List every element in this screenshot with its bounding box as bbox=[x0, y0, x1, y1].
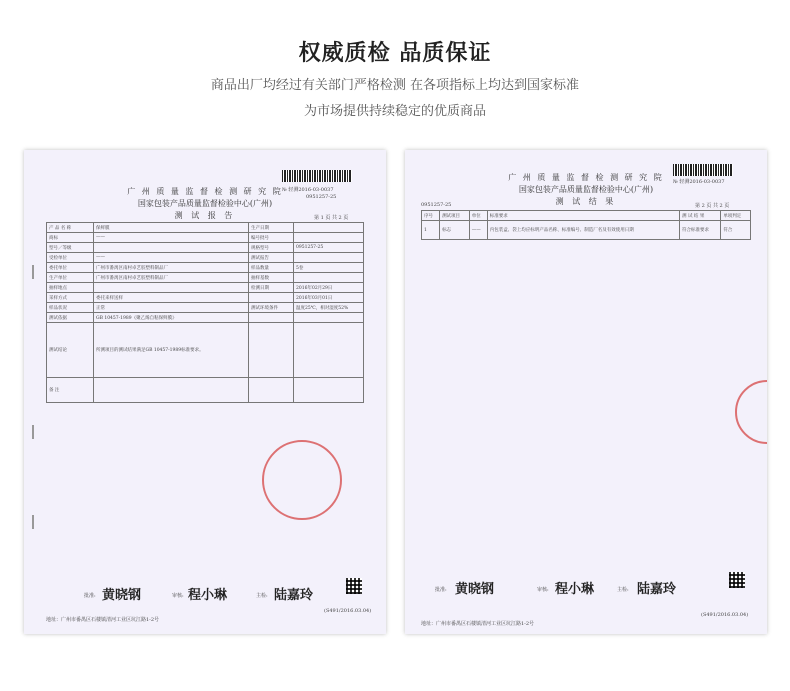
institute-name: 广 州 质 量 监 督 检 测 研 究 院 bbox=[508, 173, 664, 182]
table-cell: 型号／等级 bbox=[47, 243, 94, 253]
table-header-cell: 序号 bbox=[422, 211, 440, 221]
table-cell: 2016年02月29日 bbox=[294, 283, 364, 293]
table-cell: 测试环境条件 bbox=[249, 303, 294, 313]
report-code: 0951257-25 bbox=[306, 194, 337, 200]
table-cell: 正常 bbox=[94, 303, 249, 313]
center-name: 国家包装产品质量监督检验中心(广州) bbox=[137, 199, 273, 208]
table-cell: 保鲜膜 bbox=[94, 223, 249, 233]
table-cell bbox=[249, 378, 294, 403]
center-name: 国家包装产品质量监督检验中心(广州) bbox=[518, 185, 654, 194]
page-number: 第 1 页 共 2 页 bbox=[314, 215, 349, 221]
table-header-cell: 单位 bbox=[469, 211, 487, 221]
table-cell: 样品状况 bbox=[47, 303, 94, 313]
footer-address: 地址：广州市番禺区石楼镇清河工业区坑江路1-2号 bbox=[421, 621, 535, 627]
approver-label: 批准: bbox=[84, 593, 96, 599]
table-row bbox=[47, 378, 364, 403]
page-number: 第 2 页 共 2 页 bbox=[695, 203, 730, 209]
table-row bbox=[47, 313, 364, 323]
report-table bbox=[46, 222, 364, 403]
barcode bbox=[282, 170, 352, 182]
binding-hole bbox=[32, 425, 34, 439]
approver-label: 批准: bbox=[435, 587, 447, 593]
table-row bbox=[422, 221, 751, 240]
inspector-signature: 陆嘉玲 bbox=[274, 588, 314, 603]
reviewer-signature: 程小琳 bbox=[188, 588, 228, 603]
table-cell bbox=[294, 233, 364, 243]
subtitle-line-2: 为市场提供持续稳定的优质商品 bbox=[303, 104, 486, 119]
table-cell: 委托来样送样 bbox=[94, 293, 249, 303]
table-header-cell: 标准要求 bbox=[487, 211, 679, 221]
subtitle-line-1: 商品出厂均经过有关部门严格检测 在各项指标上均达到国家标准 bbox=[210, 78, 580, 93]
table-cell: 广州市番禺区南村卓艺胶塑料制品厂 bbox=[94, 273, 249, 283]
table-cell: —— bbox=[94, 233, 249, 243]
table-cell: —— bbox=[94, 253, 249, 263]
footer-code: (S491/2016.03.04) bbox=[701, 612, 749, 618]
table-cell: 所测项目的测试结果满足GB 10457-1989标准要求。 bbox=[94, 323, 249, 378]
report-code: 0951257-25 bbox=[421, 202, 452, 208]
test-report-document-page-2 bbox=[405, 150, 767, 634]
table-cell: 温度25℃，相对湿度52% bbox=[294, 303, 364, 313]
report-title: 测 试 报 告 bbox=[174, 211, 236, 220]
table-cell: 抽样基数 bbox=[249, 273, 294, 283]
reviewer-signature: 程小琳 bbox=[555, 582, 595, 597]
table-cell bbox=[249, 313, 294, 323]
table-cell: 符合标准要求 bbox=[680, 221, 721, 240]
inspector-label: 主检: bbox=[256, 593, 268, 599]
table-cell: 1 bbox=[422, 221, 440, 240]
red-seal-stamp bbox=[262, 440, 342, 520]
table-cell: 受检单位 bbox=[47, 253, 94, 263]
inspector-label: 主检: bbox=[617, 587, 629, 593]
table-cell: —— bbox=[469, 221, 487, 240]
table-header-cell: 测试项目 bbox=[440, 211, 470, 221]
table-row bbox=[47, 253, 364, 263]
table-header-cell: 测 试 结 果 bbox=[680, 211, 721, 221]
approver-signature: 黄晓钢 bbox=[102, 588, 142, 603]
table-cell: 规格型号 bbox=[249, 243, 294, 253]
table-row bbox=[47, 233, 364, 243]
institute-name: 广 州 质 量 监 督 检 测 研 究 院 bbox=[127, 187, 283, 196]
table-cell: 生产日期 bbox=[249, 223, 294, 233]
table-cell bbox=[249, 323, 294, 378]
table-cell: 测试依据 bbox=[47, 313, 94, 323]
binding-hole bbox=[32, 265, 34, 279]
table-cell: 商标 bbox=[47, 233, 94, 243]
table-row bbox=[47, 273, 364, 283]
table-row bbox=[47, 303, 364, 313]
test-report-document-page-1 bbox=[24, 150, 386, 634]
report-title: 测 试 结 果 bbox=[555, 197, 617, 206]
table-cell: GB 10457-1989《聚乙烯自粘保鲜膜》 bbox=[94, 313, 249, 323]
table-cell bbox=[294, 253, 364, 263]
table-header-cell: 单项判定 bbox=[721, 211, 751, 221]
table-cell: 抽样地点 bbox=[47, 283, 94, 293]
qr-code bbox=[729, 572, 745, 588]
table-cell: 采样方式 bbox=[47, 293, 94, 303]
table-cell bbox=[294, 323, 364, 378]
binding-hole bbox=[32, 515, 34, 529]
table-cell: 测试结论 bbox=[47, 323, 94, 378]
page-title: 权威质检 品质保证 bbox=[298, 41, 492, 66]
table-cell bbox=[294, 313, 364, 323]
table-cell: 检测日期 bbox=[249, 283, 294, 293]
red-seal-stamp bbox=[735, 380, 767, 444]
table-cell: 样品数量 bbox=[249, 263, 294, 273]
table-cell: 编号批号 bbox=[249, 233, 294, 243]
table-cell: 广州市番禺区南村卓艺胶塑料制品厂 bbox=[94, 263, 249, 273]
table-cell: 标志 bbox=[440, 221, 470, 240]
table-cell bbox=[94, 378, 249, 403]
table-row bbox=[47, 243, 364, 253]
table-cell bbox=[294, 223, 364, 233]
table-cell bbox=[94, 283, 249, 293]
reviewer-label: 审核: bbox=[172, 593, 184, 599]
qr-code bbox=[346, 578, 362, 594]
table-cell: 生产单位 bbox=[47, 273, 94, 283]
footer-address: 地址：广州市番禺区石楼镇清河工业区坑江路1-2号 bbox=[46, 617, 160, 623]
table-row bbox=[47, 263, 364, 273]
footer-code: (S491/2016.03.04) bbox=[324, 608, 372, 614]
table-cell: 委托单位 bbox=[47, 263, 94, 273]
table-cell bbox=[94, 243, 249, 253]
table-cell: 2016年03月01日 bbox=[294, 293, 364, 303]
reviewer-label: 审核: bbox=[537, 587, 549, 593]
table-cell bbox=[249, 293, 294, 303]
table-cell bbox=[294, 378, 364, 403]
approver-signature: 黄晓钢 bbox=[455, 582, 495, 597]
table-cell: 内包装盒、袋上均应标明产品名称、标准编号、制造厂名及有效使用日期 bbox=[487, 221, 679, 240]
table-cell bbox=[294, 273, 364, 283]
table-cell: 测试报告 bbox=[249, 253, 294, 263]
report-number: № 轻测2016-03-0037 bbox=[282, 187, 334, 193]
table-cell: 5卷 bbox=[294, 263, 364, 273]
table-cell: 0951257-25 bbox=[294, 243, 364, 253]
table-cell: 产 品 名 称 bbox=[47, 223, 94, 233]
table-cell: 符合 bbox=[721, 221, 751, 240]
table-row bbox=[47, 283, 364, 293]
table-cell: 备 注 bbox=[47, 378, 94, 403]
inspector-signature: 陆嘉玲 bbox=[637, 582, 677, 597]
report-number: № 轻测2016-03-0037 bbox=[673, 179, 725, 185]
table-row bbox=[47, 223, 364, 233]
results-table bbox=[421, 210, 751, 240]
table-row bbox=[47, 323, 364, 378]
table-row bbox=[47, 293, 364, 303]
